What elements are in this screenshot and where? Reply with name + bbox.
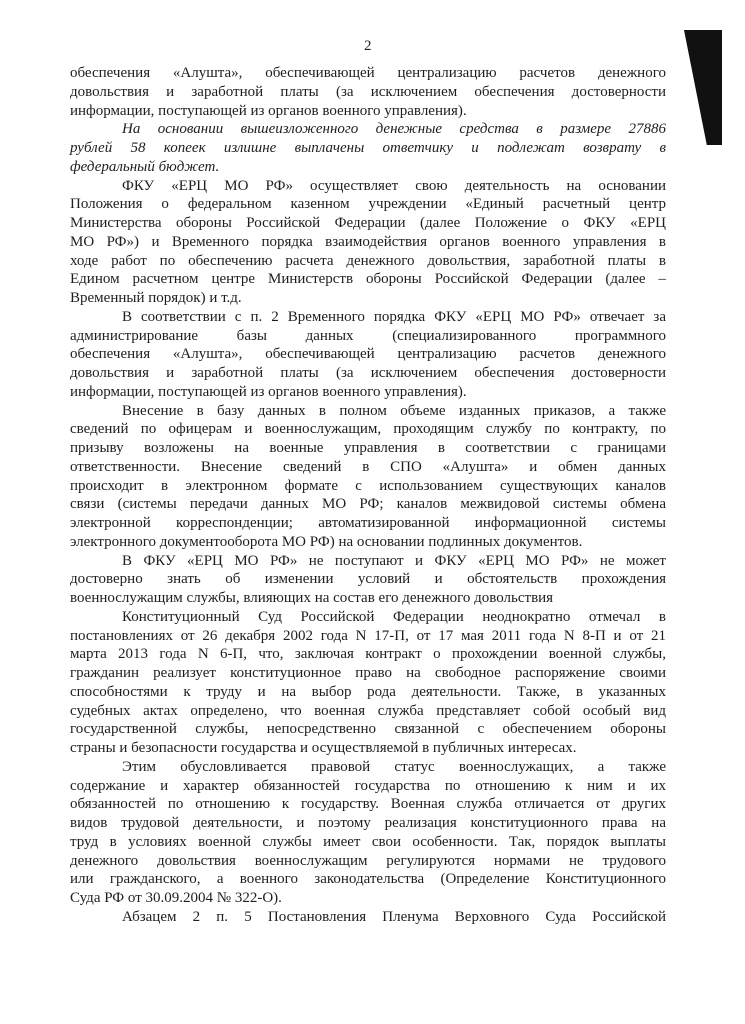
text-line: информации, поступающей из органов военного управления). — [70, 102, 467, 119]
text-line: сведений по офицерам и военнослужащим, проходящим службу по контракту, по — [70, 421, 666, 438]
scan-artifact — [684, 30, 722, 145]
text-line: довольствия и заработной платы (за исключением обеспечения достоверности — [70, 365, 666, 381]
text-line: обязанностей по отношению к государству. Военная служба отличается от других — [70, 796, 666, 813]
paragraph — [70, 608, 666, 758]
text-line: способностями к труду и на выбор рода деятельности. Также, в указанных — [70, 683, 666, 700]
paragraph — [70, 402, 666, 552]
text-line: государственной службы, непосредственно связанной с обеспечением обороны — [70, 721, 666, 738]
text-line: Министерства обороны Российской Федерации (далее Положение о ФКУ «ЕРЦ — [70, 215, 666, 231]
text-line: МО РФ») и Временного порядка взаимодействия органов военного управления в — [70, 233, 666, 250]
text-line: рублей 58 копеек излишне выплачены ответчику и подлежат возврату в — [70, 140, 666, 156]
text-line: ФКУ «ЕРЦ МО РФ» осуществляет свою деятельность на основании — [122, 177, 666, 194]
text-line: Положения о федеральном казенном учреждении «Единый расчетный центр — [70, 196, 666, 213]
text-line: ответственности. Внесение сведений в СПО «Алушта» и обмен данных — [70, 458, 666, 475]
text-line: В соответствии с п. 2 Временного порядка ФКУ «ЕРЦ МО РФ» отвечает за — [122, 308, 666, 325]
text-line: призыву возложены на военные управления в соответствии с границами — [70, 440, 666, 456]
text-line: видов трудовой деятельности, и поэтому реализация конституционного права на — [70, 815, 666, 831]
text-line: В ФКУ «ЕРЦ МО РФ» не поступают и ФКУ «ЕРЦ МО РФ» не может — [122, 552, 666, 569]
text-line: страны и безопасности государства и осуществляемой в публичных интересах. — [70, 740, 577, 756]
text-line: или гражданского, а военного законодательства (Определение Конституционного — [70, 871, 666, 888]
text-line: обеспечения «Алушта», обеспечивающей централизацию расчетов денежного — [70, 65, 666, 81]
text-line: Суда РФ от 30.09.2004 № 322-О). — [70, 890, 282, 906]
paragraph — [70, 120, 666, 176]
text-line: Конституционный Суд Российской Федерации неоднократно отмечал в — [122, 608, 666, 625]
text-line: Временный порядок) и т.д. — [70, 290, 242, 306]
paragraph — [70, 64, 666, 120]
text-line: ходе работ по обеспечению расчета денежного довольствия, заработной платы в — [70, 252, 666, 269]
text-line: связи (системы передачи данных МО РФ; каналов межвидовой системы обмена — [70, 496, 666, 513]
text-line: администрирование базы данных (специализированного программного — [70, 327, 666, 344]
text-line: судебных актах определено, что военная служба представляет собой особый вид — [70, 702, 666, 719]
text-line: достоверно знать об изменении условий и обстоятельств прохождения — [70, 571, 666, 588]
text-line: электронной корреспонденции; автоматизированной информационной системы — [70, 515, 666, 531]
paragraph — [70, 552, 666, 608]
text-line: Едином расчетном центре Министерств обороны Российской Федерации (далее – — [70, 271, 666, 288]
text-line: денежного довольствия военнослужащим регулируются нормами не трудового — [70, 852, 666, 869]
text-line: информации, поступающей из органов военного управления). — [70, 383, 467, 400]
text-line: обеспечения «Алушта», обеспечивающей централизацию расчетов денежного — [70, 346, 666, 363]
text-line: федеральный бюджет. — [70, 158, 220, 175]
text-line: содержание и характер обязанностей государства по отношению к ним и их — [70, 777, 666, 794]
text-line: На основании вышеизложенного денежные средства в размере 27886 — [122, 121, 666, 138]
document-body — [70, 64, 666, 927]
page-number: 2 — [364, 38, 372, 54]
paragraph — [70, 758, 666, 908]
text-line: довольствия и заработной платы (за исключением обеспечения достоверности — [70, 83, 666, 100]
paragraph — [70, 177, 666, 308]
text-line: электронного документооборота МО РФ) на основании подлинных документов. — [70, 533, 583, 550]
text-line: марта 2013 года N 6-П, что, заключая контракт о прохождении военной службы, — [70, 646, 666, 663]
text-line: Внесение в базу данных в полном объеме изданных приказов, а также — [122, 402, 666, 419]
text-line: гражданин реализует конституционное право на свободное распоряжение своими — [70, 665, 666, 681]
text-line: Абзацем 2 п. 5 Постановления Пленума Верховного Суда Российской — [122, 908, 666, 925]
text-line: военнослужащим службы, влияющих на состав его денежного довольствия — [70, 590, 554, 606]
paragraph — [70, 908, 666, 927]
text-line: Этим обусловливается правовой статус военнослужащих, а также — [122, 758, 666, 775]
text-line: происходит в электронном формате с использованием существующих каналов — [70, 477, 666, 494]
text-line: постановлениях от 26 декабря 2002 года N 17-П, от 17 мая 2011 года N 8-П и от 21 — [70, 627, 666, 644]
text-line: труд в условиях военной службы имеет свои особенности. Так, порядок выплаты — [70, 833, 666, 850]
paragraph — [70, 308, 666, 402]
